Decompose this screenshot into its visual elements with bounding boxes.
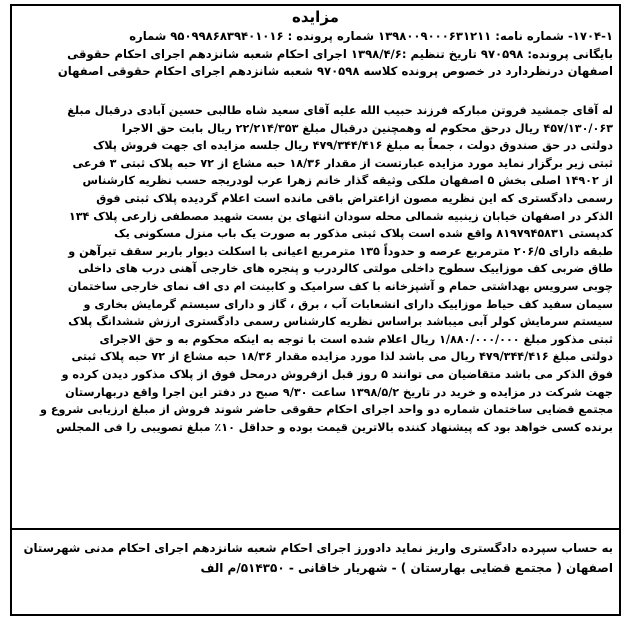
notice-title: مزایده [292,8,339,26]
body-line: الذکر در اصفهان خیابان زینبیه شمالی محله سودان انتهای بن بست شهید مصطفی زارعی پلاک ۱۳۴ [68,209,613,223]
body-line: مجتمع قضایی ساختمان شماره دو واحد اجرای احکام حقوقی حاضر شوند فروش از مبلغ ارزیابی شروع و [40,403,613,417]
notice-footer [18,538,613,578]
body-line: له آقای جمشید فروتن مبارکه فرزند حبیب الله علیه آقای سعید شاه طالبی حسین آبادی درقبال مبلغ [67,104,613,117]
body-line: برنده کسی خواهد بود که پیشنهاد کننده بالاترین قیمت بوده و حداقل ۱۰٪ مبلغ تصویبی را فی المجلس [56,420,613,434]
body-line: فوق الذکر می باشد متقاضیان می توانند ۵ روز قبل ازفروش درمحل فوق از پلاک مذکور دیدن کرده و [61,367,613,381]
body-line: سیستم سرمایش کولر آبی میباشد براساس نظریه کارشناس رسمی دادگستری ارزش ششدانگ پلاک [68,315,613,329]
body-line: از ۱۴۹۰۲ اصلی بخش ۵ اصفهان ملکی وثیقه گذار خانم زهرا عرب لودریجه حسب نظریه کارشناس [82,174,613,188]
notice-page [10,4,621,616]
body-line: سیمان سفید کف حیاط موزاییک دارای انشعابات آب ، برق ، گاز و دارای سیستم گرمایش بخاری و [83,297,613,311]
body-line: ثبتی مذکور مبلغ ۱/۸۸۰/۰۰۰/۰۰۰ ریال اعلام شده است با توجه به اینکه محکوم به و حق الاجرای [99,332,613,346]
header-line: بایگانی پرونده: ۹۷۰۵۹۸ تاریخ تنظیم :۱۳۹۸/۴/۶ اجرای احکام شعبه شانزدهم اجرای احکام حقوقی [67,46,613,61]
header-line: اصفهان درنظردارد در خصوص پرونده کلاسه ۹۷۰۵۹۸ شعبه شانزدهم اجرای احکام حقوقی اصفهان [57,64,613,78]
body-line: دولتی در حق صندوق دولت ، جمعاً به مبلغ ۴۷۹/۳۴۴/۴۱۶ ریال جلسه مزایده ای جهت فروش پلاک [92,139,613,153]
body-line: ثبتی زیر برگزار نماید مورد مزایده عبارتست از مقدار ۱۸/۳۶ حبه مشاع از ۷۲ حبه پلاک ثبتی ۳ فرعی [72,156,613,170]
footer-line: اصفهان ( مجتمع قضایی بهارستان ) - شهریار خاقانی - ۵۱۴۳۵۰/م الف [200,561,613,575]
footer-divider [12,528,619,530]
header-line: ۱۷۰۴-۱- شماره نامه: ۱۳۹۸۰۰۹۰۰۰۶۳۱۲۱۱ شماره پرونده : ۹۵۰۹۹۸۶۸۳۹۴۰۱۰۱۶ شماره [129,29,613,43]
body-line: طاق ضربی کف موزاییک سطوح داخلی مولتی کالردرب و پنجره های خارجی آهنی درب های داخلی [78,262,613,276]
body-line: کدپستی ۸۱۹۷۹۴۵۸۳۱ واقع شده است پلاک ثبتی مذکور به صورت یک باب منزل مسکونی یک [114,227,613,241]
notice-border [10,4,621,616]
body-line: طبقه دارای ۲۰۶/۵ مترمربع عرصه و حدوداً ۱۳۵ مترمربع اعیانی با اسکلت دیوار باربر سقف تیرآهن و [68,244,613,258]
body-line: رسمی دادگستری که این نظریه مصون ازاعتراض باقی مانده است اعلام گردیده پلاک ثبتی فوق [96,191,613,205]
body-line: جهت شرکت در مزایده و خرید در تاریخ ۱۳۹۸/۵/۲ ساعت ۹/۳۰ صبح در دفتر این اجرا واقع دربهارستان [65,385,613,399]
body-line: دولتی مبلغ ۴۷۹/۳۴۴/۴۱۶ ریال می باشد لذا مورد مزایده مقدار ۱۸/۳۶ حبه مشاع از ۷۲ حبه پلاک ثبتی [71,350,613,364]
body-line: چوبی سرویس بهداشتی حمام و آشپزخانه با کف سرامیک و کابینت ام دی اف نمای خارجی ساختمان [67,279,613,293]
footer-line: به حساب سپرده دادگستری واریز نماید دادورز اجرای احکام شعبه شانزدهم اجرای احکام مدنی شهرستان [23,541,613,555]
notice-body [18,102,613,436]
body-line: ۴۵۷/۱۳۰/۰۶۳ ریال درحق محکوم له وهمچنین درقبال مبلغ ۲۲/۲۱۴/۳۵۳ ریال بابت حق الاجرا [121,121,613,135]
notice-header [18,28,613,81]
